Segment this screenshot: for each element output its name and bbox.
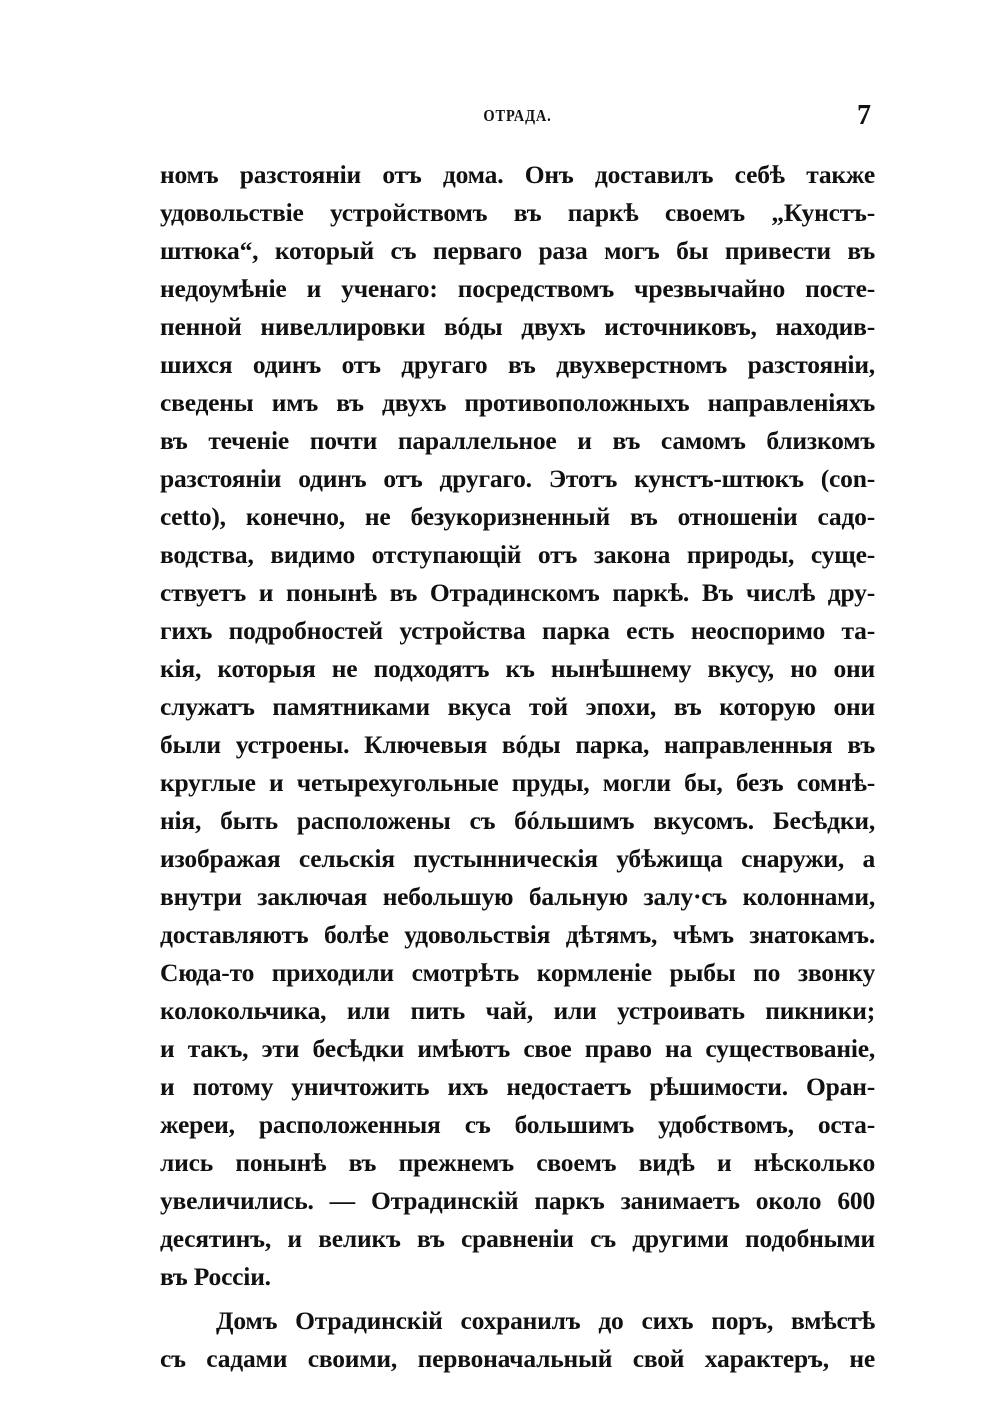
text-line: нія, быть расположены съ бóльшимъ вкусомъ. Бесѣдки, <box>160 806 875 835</box>
text-line: жереи, расположенныя съ большимъ удобствомъ, оста- <box>160 1110 875 1139</box>
text-line: внутри заключая небольшую бальную залу·съ колоннами, <box>160 882 875 911</box>
text-line: шихся одинъ отъ другаго въ двухверстномъ разстояніи, <box>160 350 875 379</box>
text-line: удовольствіе устройствомъ въ паркѣ своемъ „Кунстъ- <box>160 198 875 227</box>
text-line: cetto), конечно, не безукоризненный въ отношеніи садо- <box>160 502 875 531</box>
text-line: въ Россіи. <box>160 1262 271 1291</box>
text-line: сведены имъ въ двухъ противоположныхъ направленіяхъ <box>160 388 875 417</box>
paragraph <box>160 1302 875 1378</box>
page-number: 7 <box>857 100 871 131</box>
text-line: доставляютъ болѣе удовольствія дѣтямъ, чѣмъ знатокамъ. <box>160 920 875 949</box>
text-line: разстояніи одинъ отъ другаго. Этотъ кунстъ-штюкъ (con- <box>160 464 875 493</box>
text-line: увеличились. — Отрадинскій паркъ занимаетъ около 600 <box>160 1186 875 1215</box>
text-line: круглые и четырехугольные пруды, могли бы, безъ сомнѣ- <box>160 768 875 797</box>
text-line: водства, видимо отступающій отъ закона природы, суще- <box>160 540 875 569</box>
page-header <box>160 100 875 134</box>
text-line: штюка“, который съ перваго раза могъ бы привести въ <box>160 236 875 265</box>
text-line: были устроены. Ключевыя вóды парка, направленныя въ <box>160 730 875 759</box>
paragraph <box>160 156 875 1296</box>
text-line: колокольчика, или пить чай, или устроивать пикники; <box>160 996 875 1025</box>
text-line: недоумѣніе и ученаго: посредствомъ чрезвычайно посте- <box>160 274 875 303</box>
text-line: и потому уничтожить ихъ недостаетъ рѣшимости. Оран- <box>160 1072 875 1101</box>
text-line: гихъ подробностей устройства парка есть неоспоримо та- <box>160 616 875 645</box>
text-line: въ теченіе почти параллельное и въ самомъ близкомъ <box>160 426 875 455</box>
text-line: десятинъ, и великъ въ сравненіи съ другими подобными <box>160 1224 875 1253</box>
text-line: съ садами своими, первоначальный свой характеръ, не <box>160 1344 875 1373</box>
text-line: пенной нивеллировки вóды двухъ источниковъ, находив- <box>160 312 875 341</box>
text-line: служатъ памятниками вкуса той эпохи, въ которую они <box>160 692 875 721</box>
text-line: номъ разстояніи отъ дома. Онъ доставилъ себѣ также <box>160 160 875 189</box>
text-line: Домъ Отрадинскій сохранилъ до сихъ поръ, вмѣстѣ <box>216 1306 875 1335</box>
text-line: Сюда-то приходили смотрѣть кормленіе рыбы по звонку <box>160 958 875 987</box>
text-line: кія, которыя не подходятъ къ нынѣшнему вкусу, но они <box>160 654 875 683</box>
text-line: и такъ, эти бесѣдки имѣютъ свое право на существованіе, <box>160 1034 875 1063</box>
body-text <box>160 156 875 1378</box>
text-line: ствуетъ и понынѣ въ Отрадинскомъ паркѣ. Въ числѣ дру- <box>160 578 875 607</box>
text-line: изображая сельскія пустынническія убѣжища снаружи, а <box>160 844 875 873</box>
text-line: лись понынѣ въ прежнемъ своемъ видѣ и нѣсколько <box>160 1148 875 1177</box>
running-title: ОТРАДА. <box>483 106 552 125</box>
